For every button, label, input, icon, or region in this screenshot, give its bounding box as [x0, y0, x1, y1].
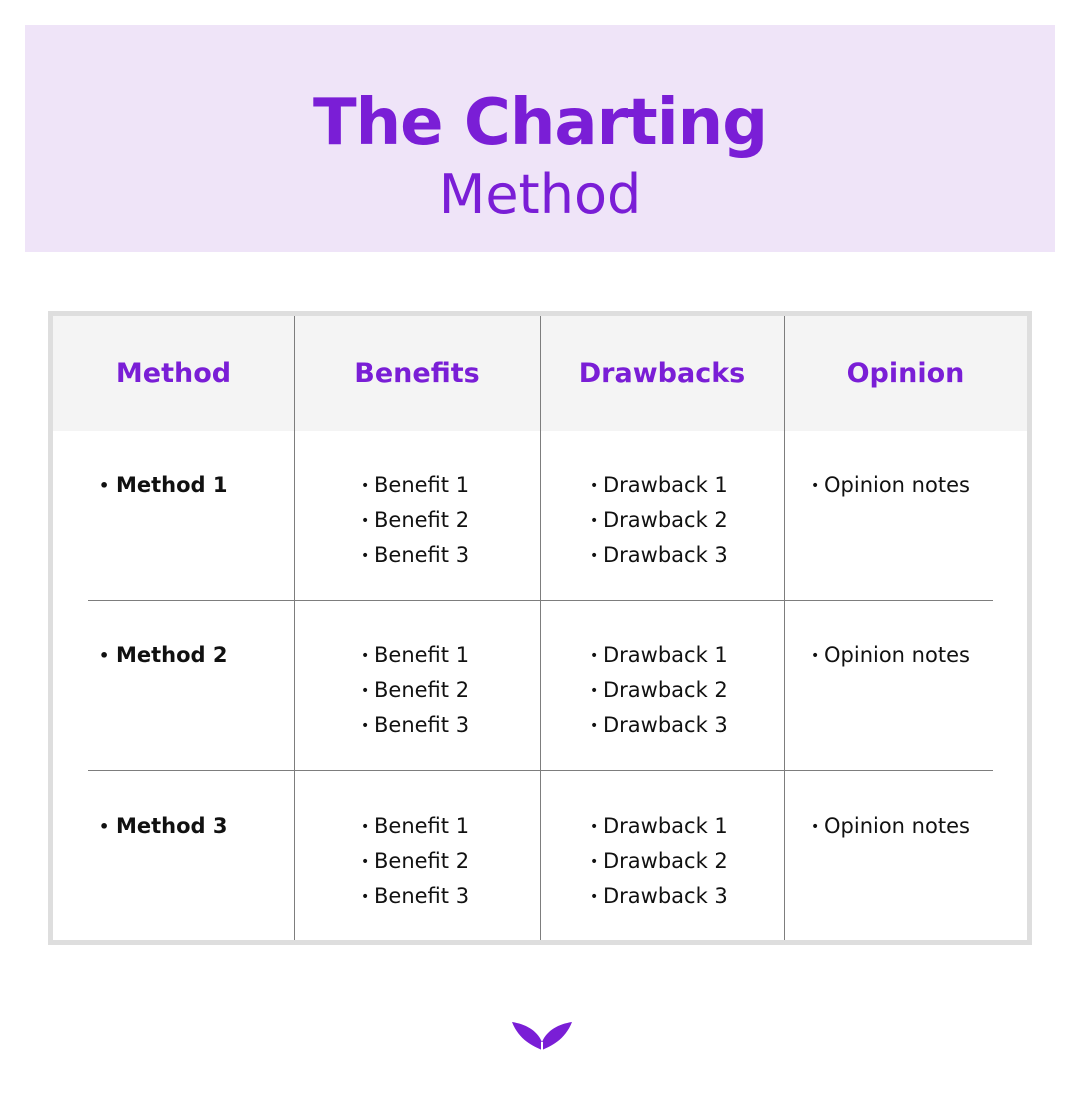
list-item: • Drawback 2	[590, 844, 728, 879]
title-banner	[25, 25, 1055, 252]
list-item: • Benefit 1	[361, 809, 469, 844]
header-drawbacks: Drawbacks	[578, 358, 746, 389]
header-opinion: Opinion	[846, 358, 965, 389]
leaf-logo-icon	[511, 1020, 573, 1052]
header-benefits: Benefits	[354, 358, 480, 389]
list-item: • Opinion notes	[811, 468, 970, 503]
method-label: Method 1	[116, 473, 228, 497]
list-item: • Benefit 2	[361, 673, 469, 708]
list-item: • Drawback 1	[590, 809, 728, 844]
list-item: • Benefit 3	[361, 708, 469, 743]
method-label: Method 3	[116, 814, 228, 838]
list-item: • Drawback 1	[590, 638, 728, 673]
row-divider	[88, 600, 993, 601]
benefits-list	[361, 638, 469, 743]
benefits-list	[361, 468, 469, 573]
list-item: • Drawback 1	[590, 468, 728, 503]
list-item: • Benefit 3	[361, 538, 469, 573]
list-item: • Opinion notes	[811, 809, 970, 844]
list-item: • Drawback 2	[590, 673, 728, 708]
list-item: • Benefit 3	[361, 879, 469, 914]
list-item: • Benefit 2	[361, 844, 469, 879]
list-item: • Drawback 3	[590, 538, 728, 573]
list-item: • Benefit 1	[361, 468, 469, 503]
list-item: • Drawback 2	[590, 503, 728, 538]
comparison-table	[48, 311, 1032, 945]
page-title: The Charting	[312, 86, 768, 160]
list-item: • Benefit 2	[361, 503, 469, 538]
list-item: • Benefit 1	[361, 638, 469, 673]
benefits-list	[361, 809, 469, 914]
opinion-list	[811, 638, 970, 673]
table-row-method: • Method 1	[99, 473, 228, 497]
row-divider	[88, 770, 993, 771]
drawbacks-list	[590, 468, 728, 573]
table-row-method: • Method 2	[99, 643, 228, 667]
opinion-list	[811, 809, 970, 844]
drawbacks-list	[590, 638, 728, 743]
drawbacks-list	[590, 809, 728, 914]
list-item: • Opinion notes	[811, 638, 970, 673]
header-method: Method	[115, 358, 232, 389]
page-subtitle: Method	[438, 163, 642, 226]
table-row-method: • Method 3	[99, 814, 228, 838]
method-label: Method 2	[116, 643, 228, 667]
list-item: • Drawback 3	[590, 879, 728, 914]
opinion-list	[811, 468, 970, 503]
list-item: • Drawback 3	[590, 708, 728, 743]
